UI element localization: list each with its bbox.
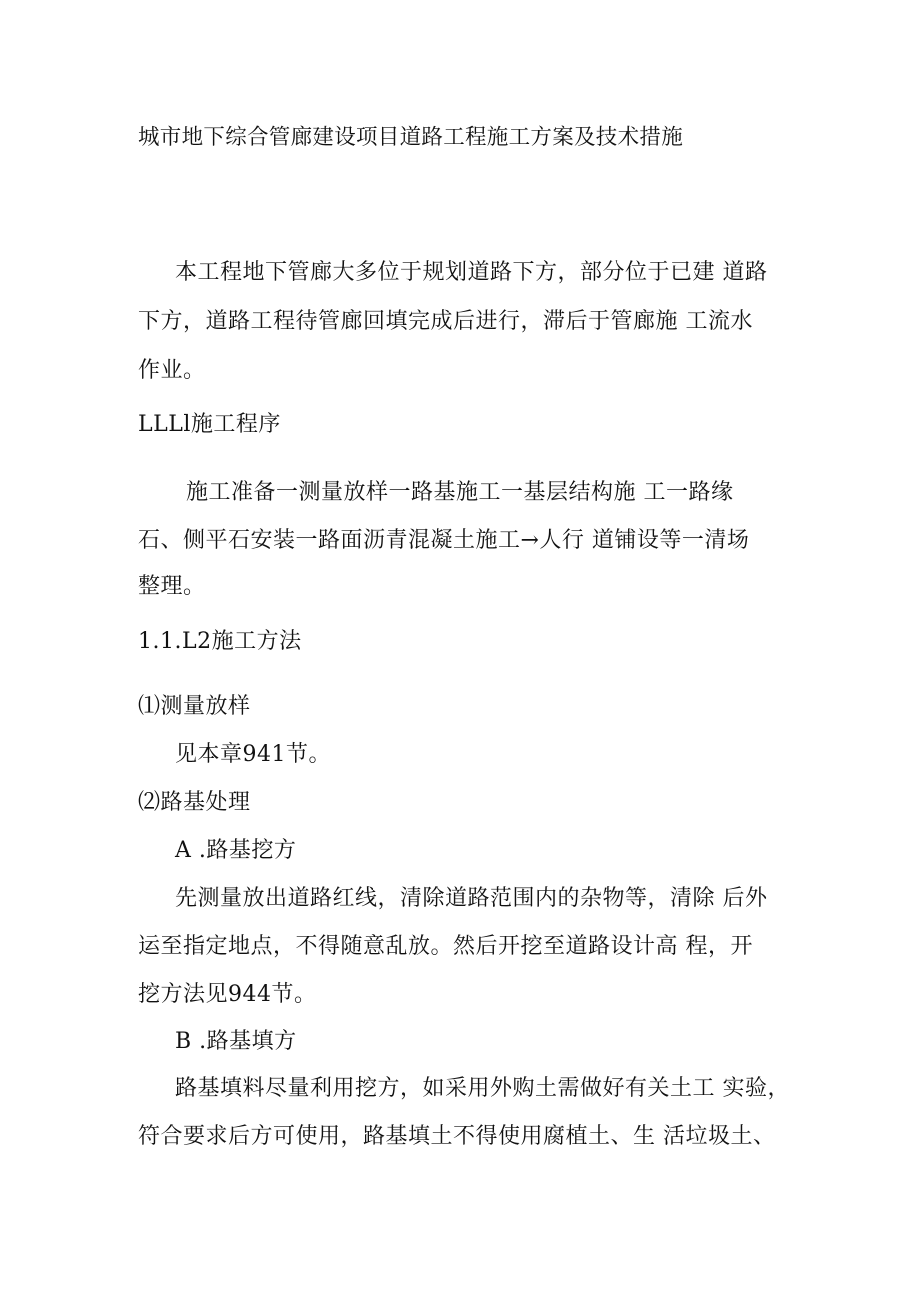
section2-heading: 1.1.L2施工方法 — [138, 629, 302, 654]
subB-heading: B .路基填方 — [175, 1029, 297, 1054]
item2-heading: ⑵路基处理 — [138, 790, 251, 815]
item1-heading: ⑴测量放样 — [138, 694, 251, 719]
subA-line-2: 运至指定地点，不得随意乱放。然后开挖至道路设计高 程，开 — [138, 934, 753, 959]
subA-line-1: 先测量放出道路红线，清除道路范围内的杂物等，清除 后外 — [175, 886, 768, 911]
intro-line-1: 本工程地下管廊大多位于规划道路下方，部分位于已建 道路 — [175, 260, 768, 285]
intro-line-3: 作业。 — [138, 358, 206, 383]
section1-line-3: 整理。 — [138, 574, 206, 599]
section1-heading: LLLl施工程序 — [138, 412, 281, 437]
document-title: 城市地下综合管廊建设项目道路工程施工方案及技术措施 — [138, 125, 684, 150]
subB-line-2: 符合要求后方可使用，路基填土不得使用腐植土、生 活垃圾土、 — [138, 1124, 776, 1149]
subB-line-1: 路基填料尽量利用挖方，如采用外购土需做好有关土工 实验， — [175, 1076, 790, 1101]
section1-line-1: 施工准备一测量放样一路基施工一基层结构施 工一路缘 — [186, 480, 734, 505]
subA-heading: A .路基挖方 — [175, 838, 297, 863]
subA-line-3: 挖方法见944节。 — [138, 982, 317, 1007]
section1-line-2: 石、侧平石安装一路面沥青混凝土施工→人行 道铺设等一清场 — [138, 528, 750, 553]
intro-line-2: 下方，道路工程待管廊回填完成后进行，滞后于管廊施 工流水 — [138, 309, 753, 334]
item1-body: 见本章941节。 — [175, 742, 331, 767]
